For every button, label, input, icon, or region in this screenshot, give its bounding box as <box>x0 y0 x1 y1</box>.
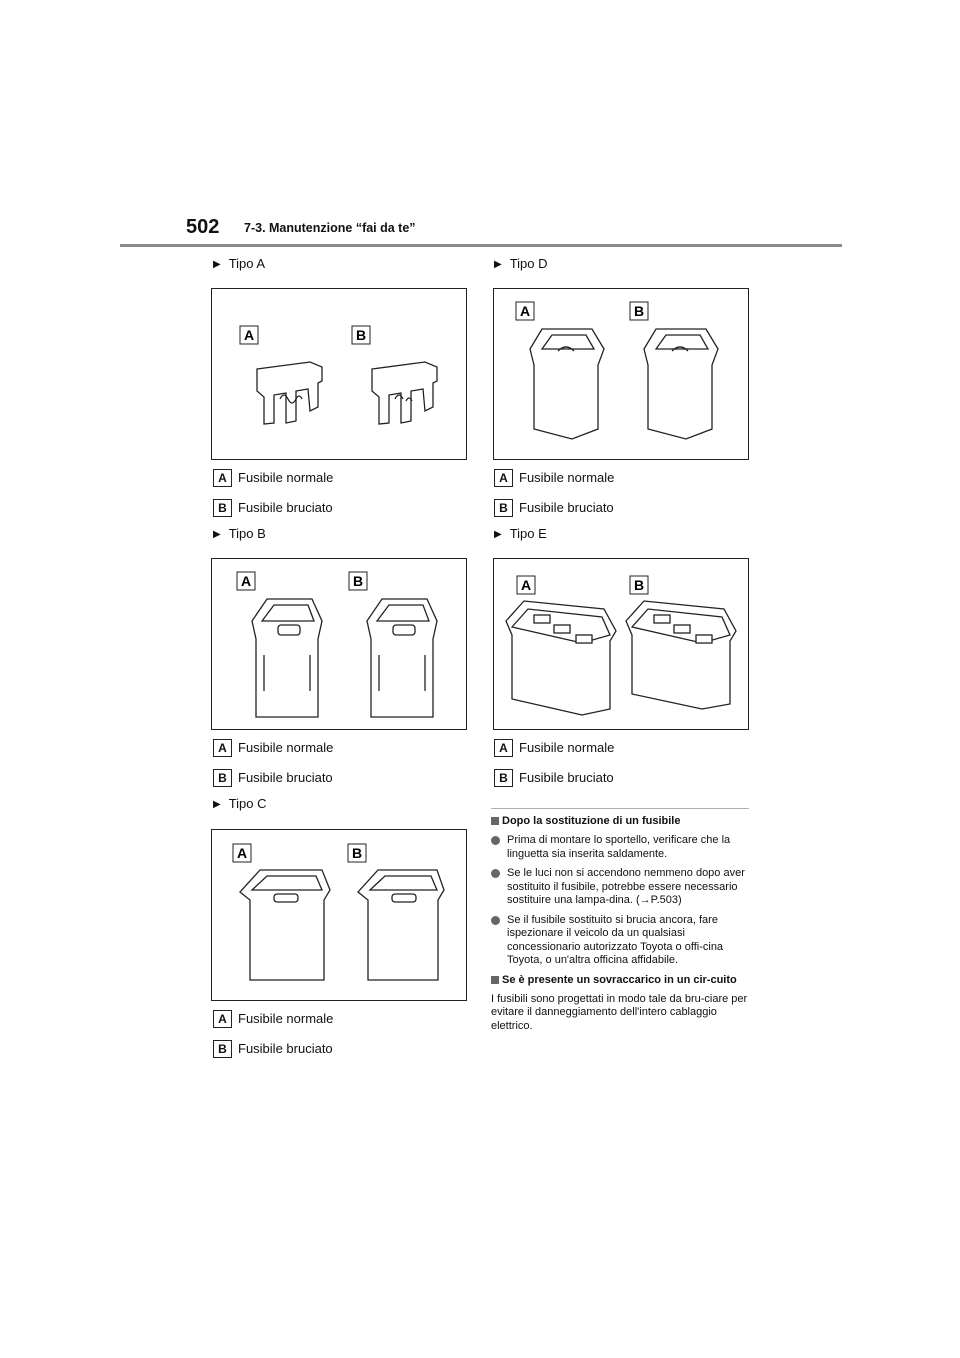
page-number: 502 <box>186 216 220 238</box>
legend-text: Fusibile bruciato <box>519 500 614 515</box>
note-bullet <box>491 834 749 861</box>
badge-a: A <box>494 469 513 487</box>
type-b-heading <box>213 526 266 541</box>
type-d-figure <box>493 288 749 460</box>
badge-a: A <box>213 1010 232 1028</box>
svg-text:A: A <box>241 573 252 589</box>
note-paragraph: I fusibili sono progettati in modo tale da bru-ciare per evitare il danneggiamento dell'intero cablaggio elettrico. <box>491 992 748 1032</box>
legend-text: Fusibile normale <box>519 470 615 485</box>
note-heading-text: Dopo la sostituzione di un fusibile <box>502 815 681 827</box>
type-c-fuse-illustration <box>212 830 466 1000</box>
fig-label-b: B <box>356 327 367 343</box>
badge-b: B <box>494 499 513 517</box>
type-e-legend-b <box>494 769 614 787</box>
note-bullet <box>491 914 749 968</box>
triangle-right-icon: ▶ <box>213 259 221 270</box>
circle-icon <box>491 916 500 925</box>
note-heading-after-replacement <box>491 815 749 828</box>
square-icon <box>491 817 499 825</box>
legend-text: Fusibile normale <box>238 470 334 485</box>
legend-text: Fusibile bruciato <box>238 1041 333 1056</box>
header-divider <box>120 244 842 247</box>
type-a-legend-b <box>213 499 333 517</box>
badge-b: B <box>213 769 232 787</box>
notes-section <box>491 808 749 1033</box>
type-e-label: Tipo E <box>509 526 547 541</box>
badge-b: B <box>213 1040 232 1058</box>
type-b-fuse-illustration <box>212 559 466 729</box>
type-e-figure <box>493 558 749 730</box>
type-d-legend-b <box>494 499 614 517</box>
type-e-fuse-illustration <box>494 559 748 729</box>
type-d-label: Tipo D <box>509 256 548 271</box>
page-header <box>0 0 960 250</box>
badge-b: B <box>213 499 232 517</box>
type-b-legend-a <box>213 739 333 757</box>
circle-icon <box>491 869 500 878</box>
type-e-heading <box>494 526 547 541</box>
bullet-text: Prima di montare lo sportello, verificare che la linguetta sia inserita saldamente. <box>507 834 731 860</box>
type-b-figure <box>211 558 467 730</box>
svg-text:B: B <box>634 303 645 319</box>
type-b-legend-b <box>213 769 333 787</box>
type-c-label: Tipo C <box>228 796 267 811</box>
type-c-heading <box>213 796 267 811</box>
legend-text: Fusibile normale <box>519 740 615 755</box>
type-d-heading <box>494 256 548 271</box>
badge-a: A <box>213 739 232 757</box>
note-bullet <box>491 867 749 908</box>
fig-label-a: A <box>244 327 255 343</box>
legend-text: Fusibile bruciato <box>519 770 614 785</box>
type-c-figure <box>211 829 467 1001</box>
triangle-right-icon: ▶ <box>494 259 502 270</box>
svg-text:B: B <box>352 845 363 861</box>
svg-text:A: A <box>521 577 532 593</box>
badge-a: A <box>213 469 232 487</box>
square-icon <box>491 976 499 984</box>
type-d-fuse-illustration <box>494 289 748 459</box>
section-title: 7-3. Manutenzione “fai da te” <box>244 221 416 235</box>
legend-text: Fusibile normale <box>238 740 334 755</box>
type-a-legend-a <box>213 469 333 487</box>
type-a-label: Tipo A <box>228 256 266 271</box>
type-a-fuse-illustration <box>212 289 466 459</box>
svg-text:B: B <box>634 577 645 593</box>
note-heading-overload <box>491 974 749 987</box>
type-c-legend-a <box>213 1010 333 1028</box>
type-a-heading <box>213 256 265 271</box>
triangle-right-icon: ▶ <box>213 799 221 810</box>
triangle-right-icon: ▶ <box>494 529 502 540</box>
type-e-legend-a <box>494 739 614 757</box>
badge-a: A <box>494 739 513 757</box>
svg-text:A: A <box>520 303 531 319</box>
type-d-legend-a <box>494 469 614 487</box>
type-a-figure <box>211 288 467 460</box>
svg-text:A: A <box>237 845 248 861</box>
notes-divider <box>491 808 749 809</box>
legend-text: Fusibile bruciato <box>238 500 333 515</box>
circle-icon <box>491 836 500 845</box>
legend-text: Fusibile bruciato <box>238 770 333 785</box>
bullet-text: Se il fusibile sostituito si brucia ancora, fare ispezionare il veicolo da un qualsiasi concessionario autorizzato Toyota o offi-cina Toyota, o un'altra officina affidabile. <box>507 913 724 966</box>
type-b-label: Tipo B <box>228 526 266 541</box>
type-c-legend-b <box>213 1040 333 1058</box>
bullet-text: Se le luci non si accendono nemmeno dopo aver sostituito il fusibile, potrebbe essere necessario sostituire una lampa-dina. (→P.503) <box>507 867 745 906</box>
svg-text:B: B <box>353 573 364 589</box>
badge-b: B <box>494 769 513 787</box>
legend-text: Fusibile normale <box>238 1011 334 1026</box>
note-heading-text: Se è presente un sovraccarico in un cir-cuito <box>502 973 737 986</box>
triangle-right-icon: ▶ <box>213 529 221 540</box>
